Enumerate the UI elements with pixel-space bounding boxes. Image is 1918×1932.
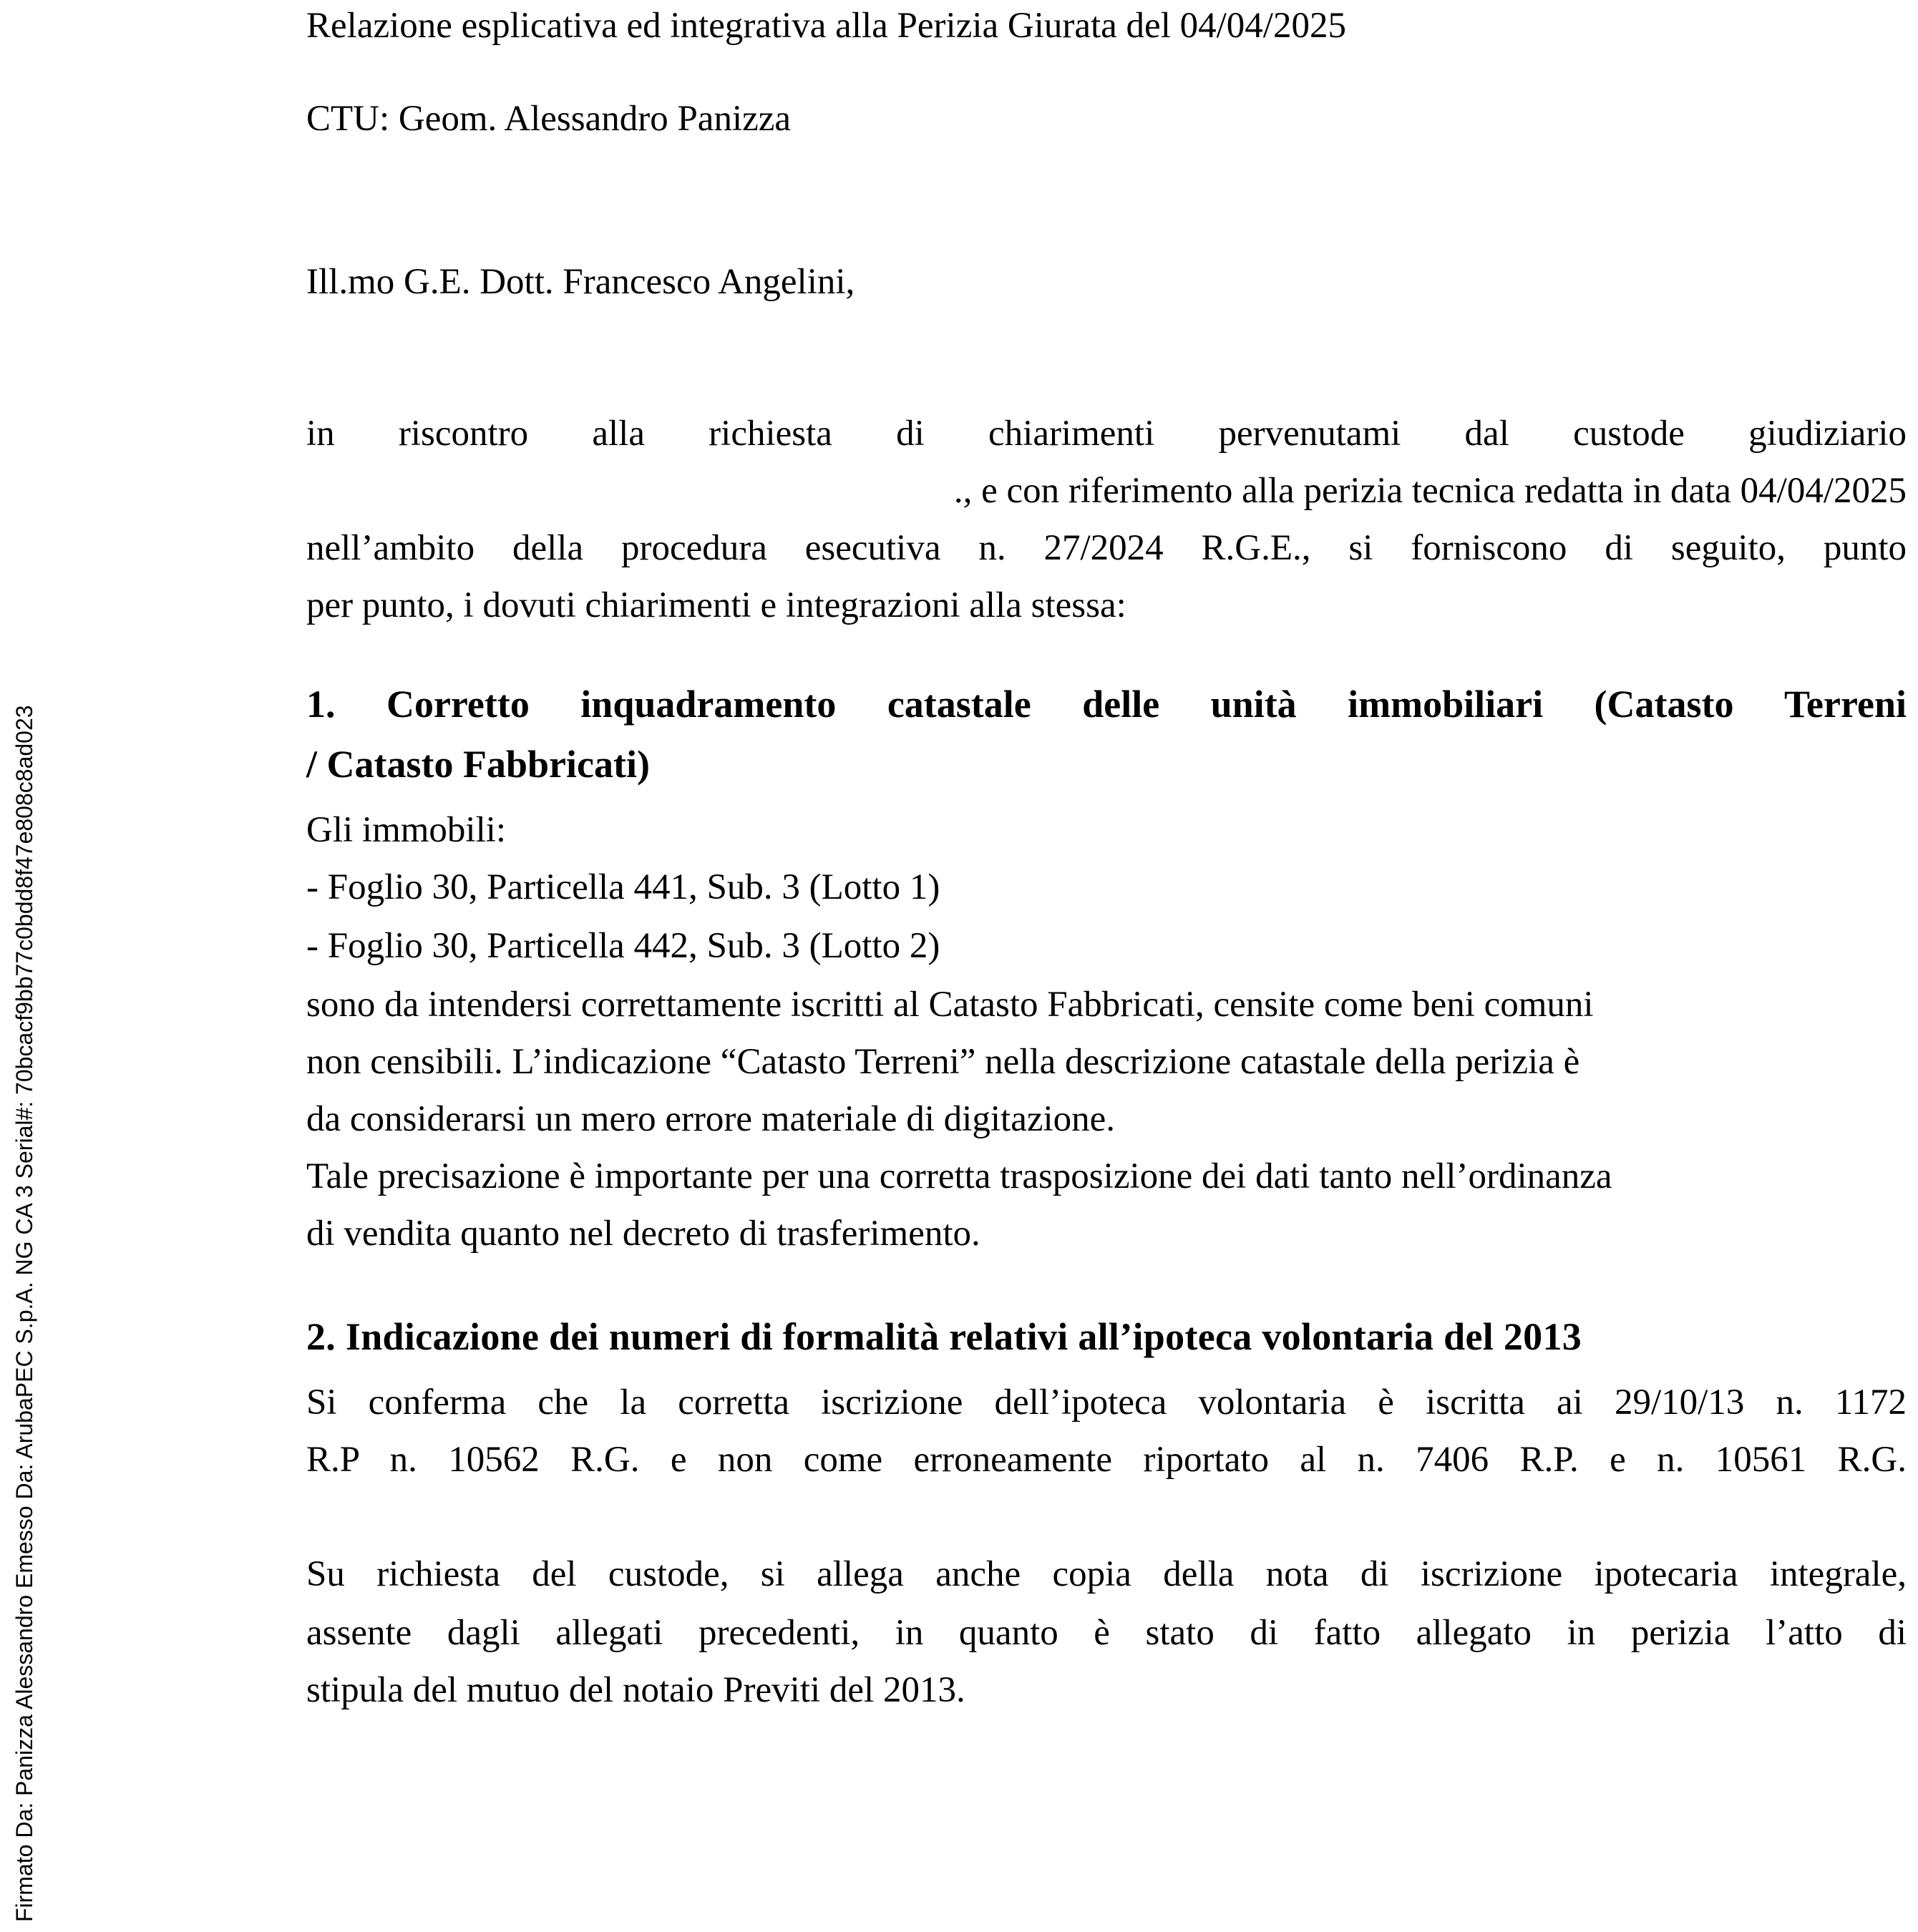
section-1-heading-line-1: 1. Corretto inquadramento catastale delle unità immobiliari (Catasto Terreni (306, 683, 1907, 726)
section-1-item-2: - Foglio 30, Particella 442, Sub. 3 (Lotto 2) (306, 926, 940, 966)
section-1-paragraph-line-1: sono da intendersi correttamente iscritti al Catasto Fabbricati, censite come beni comuni (306, 985, 1594, 1025)
section-2-paragraph-line-2: R.P n. 10562 R.G. e non come erroneamente riportato al n. 7406 R.P. e n. 10561 R.G. (306, 1440, 1907, 1480)
salutation: Ill.mo G.E. Dott. Francesco Angelini, (306, 262, 855, 302)
section-1-heading-line-2: / Catasto Fabbricati) (306, 743, 650, 786)
section-1-item-1: - Foglio 30, Particella 441, Sub. 3 (Lotto 1) (306, 867, 940, 907)
intro-line-1: in riscontro alla richiesta di chiarimenti pervenutami dal custode giudiziario (306, 414, 1907, 454)
intro-line-2: ., e con riferimento alla perizia tecnica redatta in data 04/04/2025 (953, 471, 1907, 511)
section-2-heading: 2. Indicazione dei numeri di formalità relativi all’ipoteca volontaria del 2013 (306, 1315, 1582, 1358)
document-title: Relazione esplicativa ed integrativa alla Perizia Giurata del 04/04/2025 (306, 6, 1346, 46)
closing-line-2: assente dagli allegati precedenti, in quanto è stato di fatto allegato in perizia l’atto di (306, 1613, 1907, 1653)
ctu-line: CTU: Geom. Alessandro Panizza (306, 99, 792, 139)
closing-line-1: Su richiesta del custode, si allega anche copia della nota di iscrizione ipotecaria integrale, (306, 1554, 1907, 1594)
section-1-paragraph-line-3: da considerarsi un mero errore materiale di digitazione. (306, 1099, 1116, 1139)
section-1-intro: Gli immobili: (306, 810, 507, 850)
intro-line-4: per punto, i dovuti chiarimenti e integrazioni alla stessa: (306, 585, 1126, 625)
section-1-paragraph-line-4: Tale precisazione è importante per una corretta trasposizione dei dati tanto nell’ordinanza (306, 1156, 1612, 1196)
intro-line-3: nell’ambito della procedura esecutiva n. 27/2024 R.G.E., si forniscono di seguito, punto (306, 528, 1907, 568)
section-1-paragraph-line-2: non censibili. L’indicazione “Catasto Terreni” nella descrizione catastale della perizia è (306, 1042, 1580, 1082)
section-1-paragraph-line-5: di vendita quanto nel decreto di trasferimento. (306, 1214, 980, 1254)
section-2-paragraph-line-1: Si conferma che la corretta iscrizione dell’ipoteca volontaria è iscritta ai 29/10/13 n. 1172 (306, 1382, 1907, 1423)
closing-line-3: stipula del mutuo del notaio Previti del 2013. (306, 1670, 965, 1710)
digital-signature-stamp: Firmato Da: Panizza Alessandro Emesso Da: ArubaPEC S.p.A. NG CA 3 Serial#: 70bcacf9bb77c0bdd8f47e808c8ad023 (11, 705, 37, 1922)
